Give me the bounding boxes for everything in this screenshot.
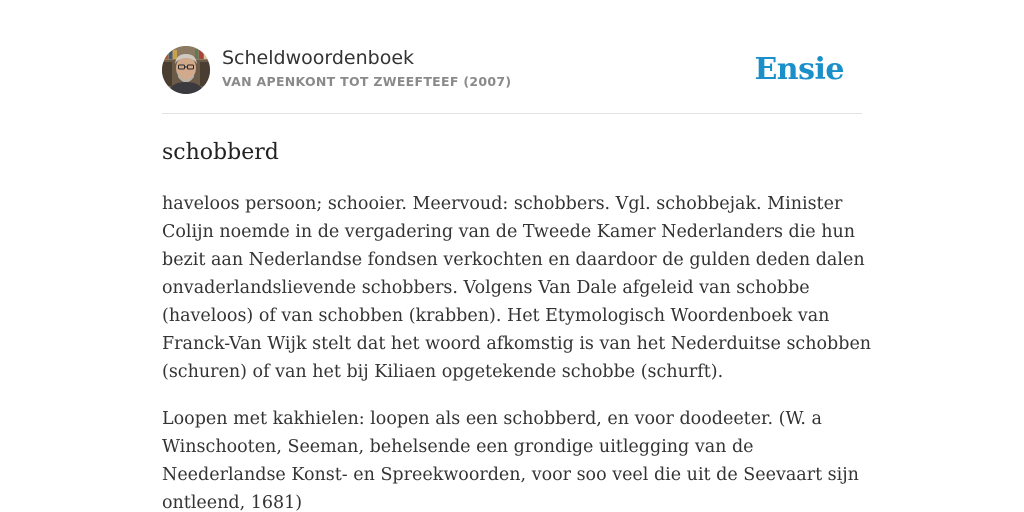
definition-paragraph-2: Loopen met kakhielen: loopen als een schobberd, en voor doodeeter. (W. a Winschooten, Seeman, behelsende een grondige uitlegging van de Neederlandse Konst- en Spreekwoorden, voor soo veel die uit de Seevaart sijn ontleend, 1681) bbox=[162, 409, 859, 512]
source-title[interactable]: Scheldwoordenboek bbox=[222, 47, 415, 69]
definition-paragraph-1: haveloos persoon; schooier. Meervoud: schobbers. Vgl. schobbejak. Minister Colijn noemde in de vergadering van de Tweede Kamer Nederlanders die hun bezit aan Nederlandse fondsen verkochten en daardoor de gulden deden dalen onvaderlandslievende schobbers. Volgens Van Dale afgeleid van schobbe (haveloos) of van schobben (krabben). Het Etymologisch Woordenboek van Franck-Van Wijk stelt dat het woord afkomstig is van het Nederduitse schobben (schuren) of van het bij Kiliaen opgetekende schobbe (schurft). bbox=[162, 194, 872, 382]
header bbox=[162, 46, 862, 96]
ensie-logo[interactable]: Ensie bbox=[754, 52, 844, 87]
author-avatar bbox=[162, 46, 210, 94]
source-subtitle: VAN APENKONT TOT ZWEEFTEEF (2007) bbox=[222, 74, 512, 89]
author-portrait-icon bbox=[162, 46, 210, 94]
entry-term: schobberd bbox=[162, 140, 279, 165]
header-divider bbox=[162, 113, 862, 114]
entry-definition bbox=[162, 190, 872, 512]
